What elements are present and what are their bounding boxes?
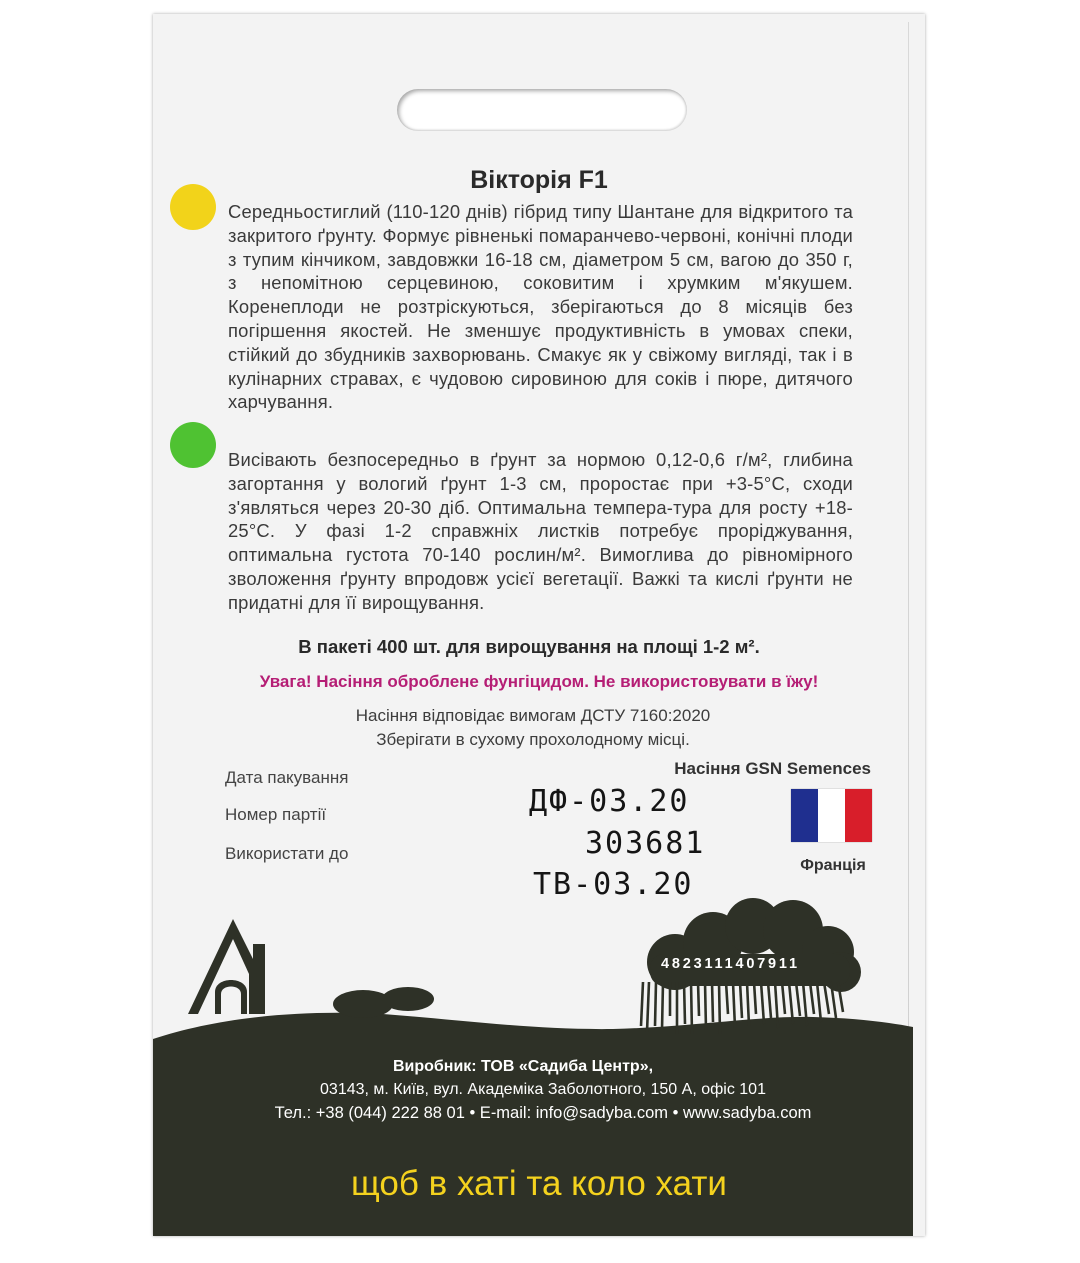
pack-date-label: Дата пакування (225, 768, 349, 787)
seed-packet-back (153, 14, 925, 1236)
manufacturer-address: 03143, м. Київ, вул. Академіка Заболотного, 150 А, офіс 101 (320, 1081, 766, 1098)
growing-instructions: Висівають безпосередньо в ґрунт за нормою 0,12-0,6 г/м², глибина загортання у вологий ґрунт 1-3 см, проростає при +3-5°С, сходи з'являться через 20-30 діб. Оптимальна темпера-тура для росту +18-25°С. У фазі 1-2 справжніх листків потребує проріджування, оптимальна густота 70-140 рослин/м². Вимоглива до рівномірного зволоження ґрунту впродовж усієї вегетації. Важкі та кислі ґрунти не придатні для її вирощування. (228, 449, 853, 613)
village-silhouette-illustration (153, 14, 925, 1236)
batch-number-label: Номер партії (225, 805, 327, 824)
pack-info: В пакеті 400 шт. для вирощування на площі 1-2 м². (298, 636, 760, 657)
cloud-icon (647, 898, 861, 992)
batch-number-stamp: 303681 (585, 826, 706, 861)
storage-instructions: Зберігати в сухому прохолодному місці. (376, 730, 690, 749)
standard-compliance: Насіння відповідає вимогам ДСТУ 7160:2020 (355, 706, 711, 725)
use-by-stamp: ТВ-03.20 (533, 867, 694, 902)
house-icon (188, 919, 265, 1014)
manufacturer-name: Виробник: ТОВ «Садиба Центр», (392, 1058, 654, 1075)
barcode-number: 4823111407911 (661, 956, 800, 972)
pack-date-stamp: ДФ-03.20 (529, 784, 690, 819)
manufacturer-contacts: Тел.: +38 (044) 222 88 01 • E-mail: info@sadyba.com • www.sadyba.com (274, 1104, 812, 1122)
brand-slogan: щоб в хаті та коло хати (351, 1164, 727, 1203)
product-title: Вікторія F1 (470, 166, 608, 194)
origin-country: Франція (800, 857, 866, 874)
product-description: Середньостиглий (110-120 днів) гібрид типу Шантане для відкритого та закритого ґрунту. Формує рівненькі помаранчево-червоні, конічні плоди з тупим кінчиком, завдовжки 16-18 см, діаметром 5 см, вагою до 350 г, з непомітною серцевиною, соковитим і хрумким м'якушем. Коренеплоди не розтріскуються, зберігаються до 8 місяців без погіршення якостей. Не зменшує продуктивність в умовах спеки, стійкий до збудників захворювань. Смакує як у свіжому вигляді, так і в кулінарних стравах, є чудовою сировиною для соків і пюре, дитячого харчування. (228, 201, 853, 413)
seed-source: Насіння GSN Semences (674, 759, 871, 778)
use-by-label: Використати до (225, 844, 349, 863)
fungicide-warning: Увага! Насіння оброблене фунгіцидом. Не використовувати в їжу! (259, 672, 819, 691)
